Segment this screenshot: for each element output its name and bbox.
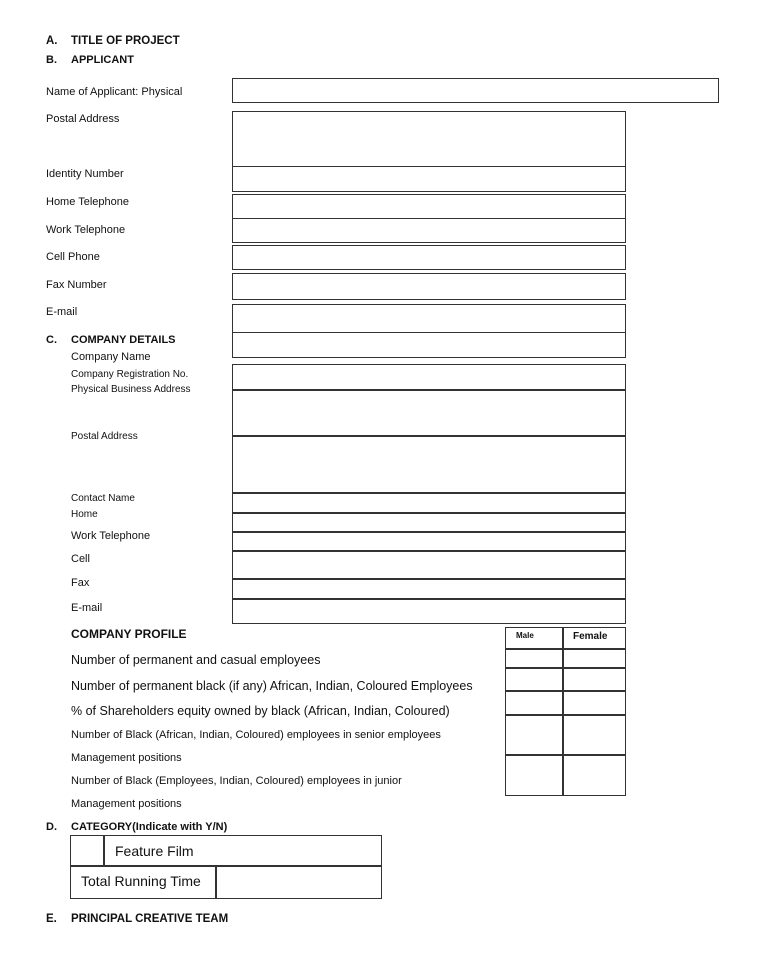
home-telephone-field[interactable] [232, 194, 626, 219]
section-c-title: COMPANY DETAILS [71, 334, 176, 346]
company-fax-label: Fax [71, 577, 90, 589]
section-d-title: CATEGORY(Indicate with Y/N) [71, 821, 228, 833]
fax-number-field[interactable] [232, 273, 626, 300]
running-time-field[interactable] [217, 867, 381, 898]
profile-row-label: Number of Black (Employees, Indian, Coloured) employees in junior [71, 775, 402, 787]
section-b-letter: B. [46, 54, 57, 66]
section-b-title: APPLICANT [71, 54, 134, 66]
physical-business-address-label: Physical Business Address [71, 384, 191, 395]
physical-business-address-field[interactable] [232, 390, 626, 435]
profile-row-label: Number of Black (African, Indian, Coloured) employees in senior employees [71, 729, 441, 741]
registration-number-field[interactable] [232, 364, 626, 389]
company-cell-field[interactable] [232, 551, 626, 578]
company-fax-field[interactable] [232, 579, 626, 599]
section-e-title: PRINCIPAL CREATIVE TEAM [71, 913, 229, 925]
fax-number-label: Fax Number [46, 279, 107, 291]
work-telephone-label: Work Telephone [46, 224, 126, 236]
company-details-field[interactable] [232, 332, 626, 358]
registration-number-label: Company Registration No. [71, 369, 189, 380]
section-d-letter: D. [46, 821, 57, 833]
identity-number-field[interactable] [232, 166, 626, 192]
running-time-label: Total Running Time [81, 873, 201, 889]
email-label: E-mail [46, 306, 78, 318]
applicant-name-label: Name of Applicant: Physical [46, 86, 183, 98]
applicant-postal-label: Postal Address [46, 113, 120, 125]
cell-phone-label: Cell Phone [46, 251, 100, 263]
female-header: Female [573, 631, 608, 642]
company-email-label: E-mail [71, 602, 103, 614]
company-home-label: Home [71, 509, 98, 520]
profile-row-label: % of Shareholders equity owned by black (African, Indian, Coloured) [71, 704, 450, 718]
male-cell[interactable] [506, 715, 562, 754]
contact-name-label: Contact Name [71, 493, 135, 504]
applicant-name-field[interactable] [232, 78, 719, 103]
email-field[interactable] [232, 304, 626, 333]
profile-row-label: Management positions [71, 752, 182, 764]
male-header: Male [516, 631, 534, 640]
company-work-telephone-field[interactable] [232, 532, 626, 550]
home-telephone-label: Home Telephone [46, 196, 129, 208]
female-cell[interactable] [563, 715, 625, 754]
profile-row-label: Management positions [71, 798, 182, 810]
profile-row-label: Number of permanent black (if any) African, Indian, Coloured Employees [71, 679, 473, 693]
company-postal-address-field[interactable] [232, 436, 626, 492]
profile-row-label: Number of permanent and casual employees [71, 653, 321, 667]
female-cell[interactable] [563, 691, 625, 714]
applicant-postal-field[interactable] [232, 111, 626, 168]
section-c-letter: C. [46, 334, 57, 346]
feature-film-checkbox[interactable] [71, 836, 103, 865]
company-home-field[interactable] [232, 513, 626, 531]
company-name-label: Company Name [71, 351, 151, 363]
female-cell[interactable] [563, 668, 625, 690]
feature-film-label: Feature Film [115, 843, 194, 859]
section-e-letter: E. [46, 913, 57, 925]
company-email-field[interactable] [232, 599, 626, 624]
contact-name-field[interactable] [232, 493, 626, 512]
male-cell[interactable] [506, 668, 562, 690]
work-telephone-field[interactable] [232, 218, 626, 243]
male-cell[interactable] [506, 755, 562, 795]
male-cell[interactable] [506, 649, 562, 667]
female-cell[interactable] [563, 755, 625, 795]
company-postal-address-label: Postal Address [71, 431, 138, 442]
section-a-letter: A. [46, 35, 58, 47]
company-cell-label: Cell [71, 553, 90, 565]
male-cell[interactable] [506, 691, 562, 714]
section-a-title: TITLE OF PROJECT [71, 35, 180, 47]
identity-number-label: Identity Number [46, 168, 124, 180]
company-profile-title: COMPANY PROFILE [71, 627, 187, 641]
female-cell[interactable] [563, 649, 625, 667]
column-divider [103, 835, 105, 866]
company-work-telephone-label: Work Telephone [71, 530, 151, 542]
cell-phone-field[interactable] [232, 245, 626, 270]
